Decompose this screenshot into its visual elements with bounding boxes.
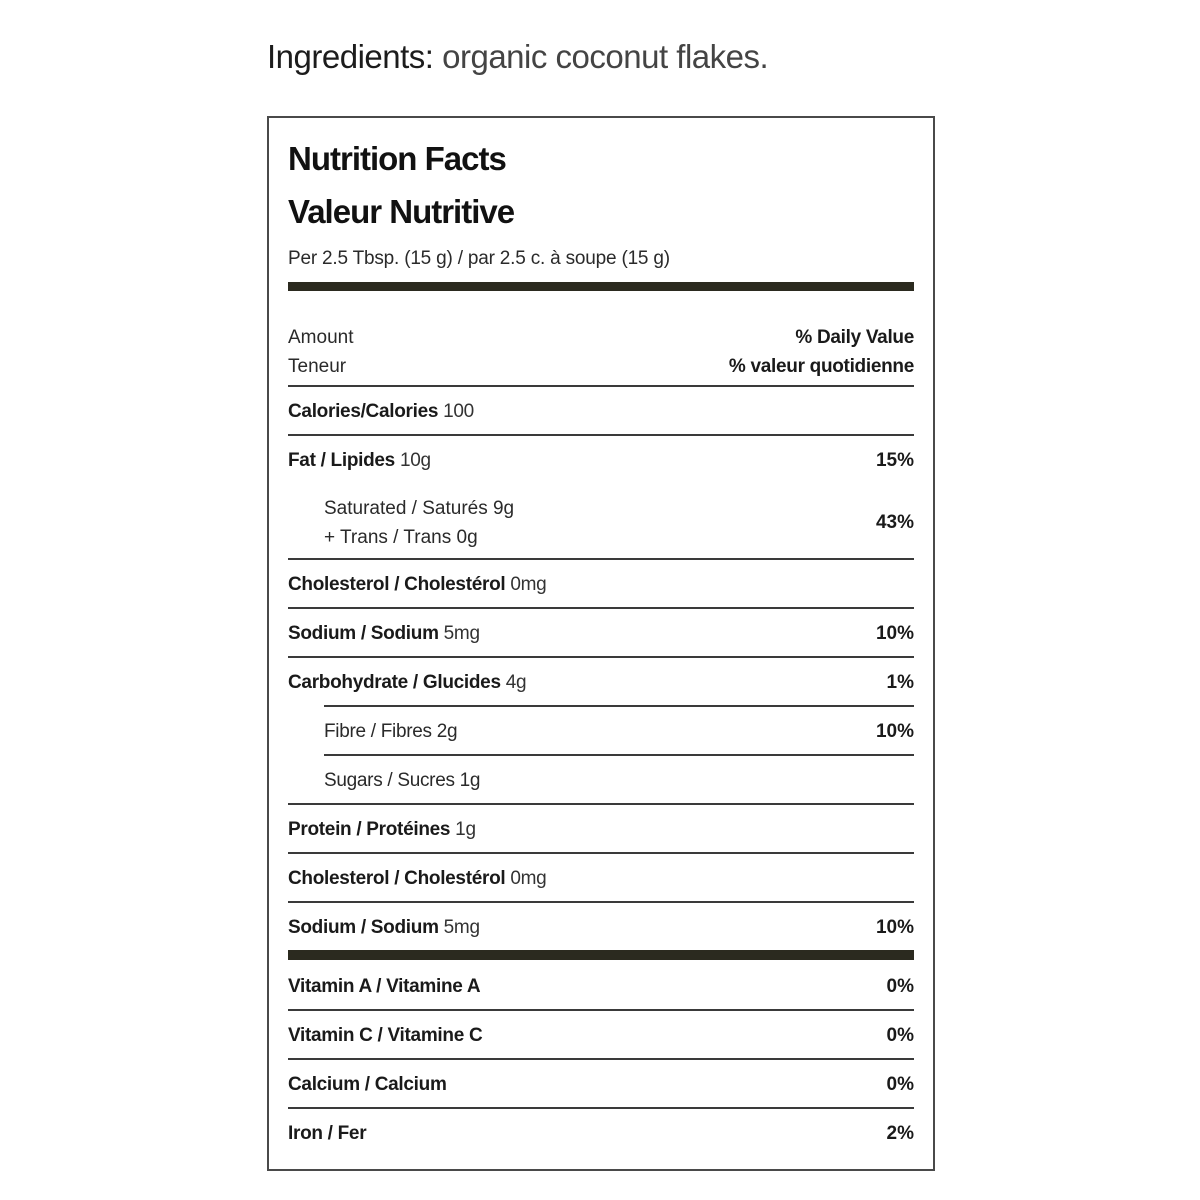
divider: [288, 1058, 914, 1060]
divider: [288, 803, 914, 805]
nutrient-amount: 5mg: [443, 623, 480, 644]
saturated-trans-daily-value: 43%: [875, 512, 914, 533]
divider: [288, 852, 914, 854]
nutrient-row-carbohydrate: [288, 668, 914, 698]
nutrient-amount: 0mg: [510, 574, 547, 595]
nutrient-daily-value: 0%: [886, 1025, 914, 1046]
thick-divider-top: [288, 282, 914, 291]
nutrient-daily-value: 10%: [875, 917, 914, 938]
daily-value-header: [729, 323, 914, 381]
nutrient-amount: 100: [443, 401, 474, 422]
nutrient-daily-value: 0%: [886, 1074, 914, 1095]
nutrient-daily-value: 10%: [875, 623, 914, 644]
nutrient-name: Fibre / Fibres: [324, 721, 432, 742]
nutrient-amount: 5mg: [443, 917, 480, 938]
nutrition-facts-panel: [267, 116, 935, 1171]
divider: [288, 385, 914, 387]
nutrient-name: Protein / Protéines: [288, 819, 451, 840]
nutrient-name: Sugars / Sucres: [324, 770, 455, 791]
nutrient-amount: 0mg: [510, 868, 547, 889]
nutrient-name: Vitamin C / Vitamine C: [288, 1025, 483, 1046]
nutrient-daily-value: 10%: [875, 721, 914, 742]
ingredients-label: Ingredients:: [267, 38, 434, 75]
nutrient-row-saturated-trans: [324, 494, 514, 552]
nutrient-daily-value: 2%: [886, 1123, 914, 1144]
divider: [288, 656, 914, 658]
nutrient-row-protein: [288, 815, 914, 845]
divider: [288, 558, 914, 560]
nutrient-daily-value: 15%: [875, 450, 914, 471]
nutrient-amount: 2g: [436, 721, 458, 742]
nutrient-amount: 10g: [399, 450, 431, 471]
nutrition-title-fr: Valeur Nutritive: [288, 193, 515, 230]
nutrient-name: Cholesterol / Cholestérol: [288, 574, 506, 595]
ingredients-line: [267, 38, 768, 76]
nutrient-name: Cholesterol / Cholestérol: [288, 868, 506, 889]
ingredients-value: organic coconut flakes.: [442, 38, 769, 75]
amount-label-en: Amount: [288, 327, 354, 348]
nutrient-daily-value: 0%: [886, 976, 914, 997]
divider: [288, 607, 914, 609]
nutrient-row-fat: [288, 446, 914, 476]
divider-indented: [324, 754, 914, 756]
nutrient-row-cholesterol: [288, 864, 914, 894]
nutrient-row-sugars: [288, 766, 914, 796]
nutrient-row-sodium: [288, 619, 914, 649]
divider: [288, 901, 914, 903]
nutrient-amount: 1g: [455, 819, 476, 840]
nutrient-amount: 1g: [459, 770, 481, 791]
divider-indented: [324, 705, 914, 707]
thick-divider-vitamins: [288, 950, 914, 960]
daily-value-label-en: % Daily Value: [795, 327, 914, 348]
divider: [288, 1107, 914, 1109]
divider: [288, 1009, 914, 1011]
nutrient-name: Calcium / Calcium: [288, 1074, 447, 1095]
nutrient-name: Iron / Fer: [288, 1123, 367, 1144]
amount-label-fr: Teneur: [288, 356, 347, 377]
amount-header: [288, 323, 353, 381]
serving-size: Per 2.5 Tbsp. (15 g) / par 2.5 c. à soupe (15 g): [288, 248, 670, 269]
nutrient-name: Carbohydrate / Glucides: [288, 672, 501, 693]
nutrient-name: Sodium / Sodium: [288, 623, 439, 644]
daily-value-label-fr: % valeur quotidienne: [728, 356, 914, 377]
nutrient-row-cholesterol: [288, 570, 914, 600]
nutrient-name: Sodium / Sodium: [288, 917, 439, 938]
nutrient-name: Fat / Lipides: [288, 450, 395, 471]
nutrient-row-fibre: [288, 717, 914, 747]
nutrient-row-vitamin-a: [288, 972, 914, 1002]
nutrient-name: Vitamin A / Vitamine A: [288, 976, 481, 997]
trans-line: + Trans / Trans 0g: [324, 527, 478, 548]
saturated-line: Saturated / Saturés 9g: [324, 498, 515, 519]
nutrient-daily-value: 1%: [886, 672, 914, 693]
nutrient-row-calories: [288, 397, 914, 427]
nutrition-title-en: Nutrition Facts: [288, 140, 506, 177]
divider: [288, 434, 914, 436]
nutrient-row-vitamin-c: [288, 1021, 914, 1051]
nutrient-row-iron: [288, 1119, 914, 1149]
nutrient-amount: 4g: [505, 672, 527, 693]
nutrient-row-sodium: [288, 913, 914, 943]
nutrient-name: Calories/Calories: [288, 401, 439, 422]
nutrient-row-calcium: [288, 1070, 914, 1100]
